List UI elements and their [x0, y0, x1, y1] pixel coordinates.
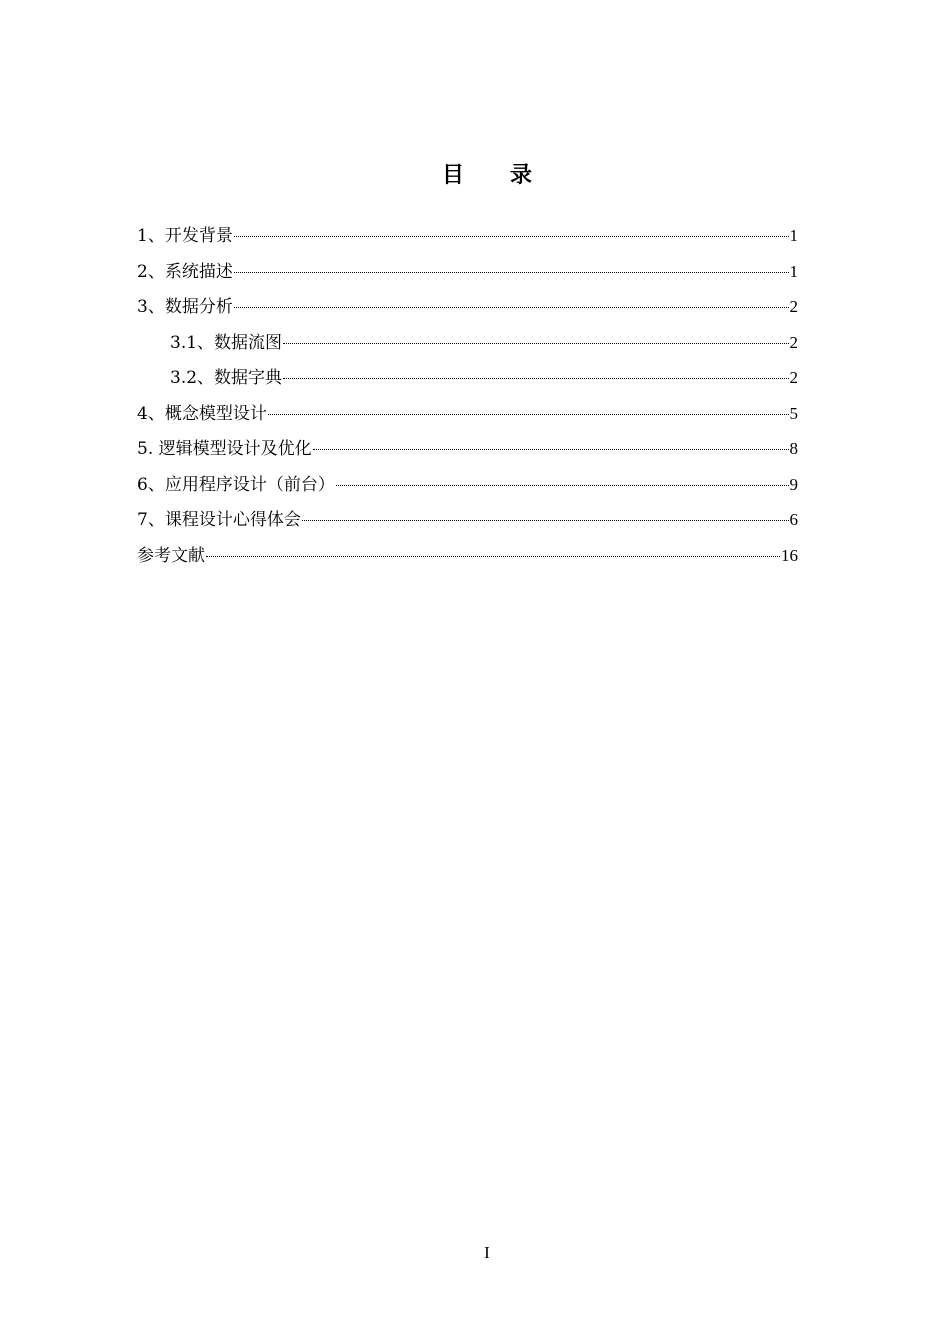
toc-entry-label: 2、系统描述 [137, 261, 233, 282]
toc-title-char-1: 目 [441, 163, 464, 188]
toc-subentry[interactable] [137, 366, 798, 402]
toc-entry-label: 5. 逻辑模型设计及优化 [137, 439, 312, 459]
toc-entry-label: 4、概念模型设计 [137, 403, 267, 424]
toc-entry-page: 2 [789, 332, 798, 352]
toc-entry-page: 16 [781, 545, 798, 565]
toc-leader-dots [283, 343, 788, 344]
toc-entry[interactable] [137, 402, 798, 438]
toc-entry[interactable] [137, 295, 798, 331]
toc-leader-dots [268, 414, 789, 415]
toc-leader-dots [302, 520, 789, 521]
toc-entry-page: 1 [789, 261, 798, 281]
toc-entry-label: 1、开发背景 [137, 226, 233, 246]
toc-list [137, 224, 798, 579]
toc-entry[interactable] [137, 224, 798, 260]
toc-leader-dots [234, 272, 789, 273]
toc-entry[interactable] [137, 260, 798, 296]
toc-subentry[interactable] [137, 331, 798, 367]
toc-entry[interactable] [137, 544, 798, 580]
toc-leader-dots [206, 556, 780, 557]
toc-entry-label: 7、课程设计心得体会 [137, 510, 301, 530]
toc-entry[interactable] [137, 437, 798, 473]
toc-entry-page: 2 [789, 297, 798, 316]
toc-entry-label: 参考文献 [137, 545, 205, 566]
footer-page-number: I [484, 1243, 490, 1262]
toc-entry-label: 6、应用程序设计（前台） [137, 474, 335, 495]
toc-entry-label: 3.1、数据流图 [170, 332, 283, 353]
toc-entry-label: 3、数据分析 [137, 297, 233, 317]
toc-entry-page: 6 [789, 510, 798, 529]
toc-entry-page: 5 [789, 403, 798, 423]
toc-leader-dots [234, 236, 789, 237]
toc-entry-page: 9 [789, 474, 798, 494]
toc-title-char-2: 录 [510, 163, 533, 188]
toc-leader-dots [313, 449, 789, 450]
toc-entry-page: 8 [789, 439, 798, 458]
toc-entry[interactable] [137, 473, 798, 509]
toc-entry[interactable] [137, 508, 798, 544]
toc-leader-dots [234, 307, 789, 308]
toc-leader-dots [336, 485, 789, 486]
toc-leader-dots [283, 378, 788, 379]
toc-entry-page: 1 [789, 226, 798, 245]
toc-entry-label: 3.2、数据字典 [170, 368, 283, 388]
toc-entry-page: 2 [789, 368, 798, 387]
toc-title [0, 158, 950, 189]
